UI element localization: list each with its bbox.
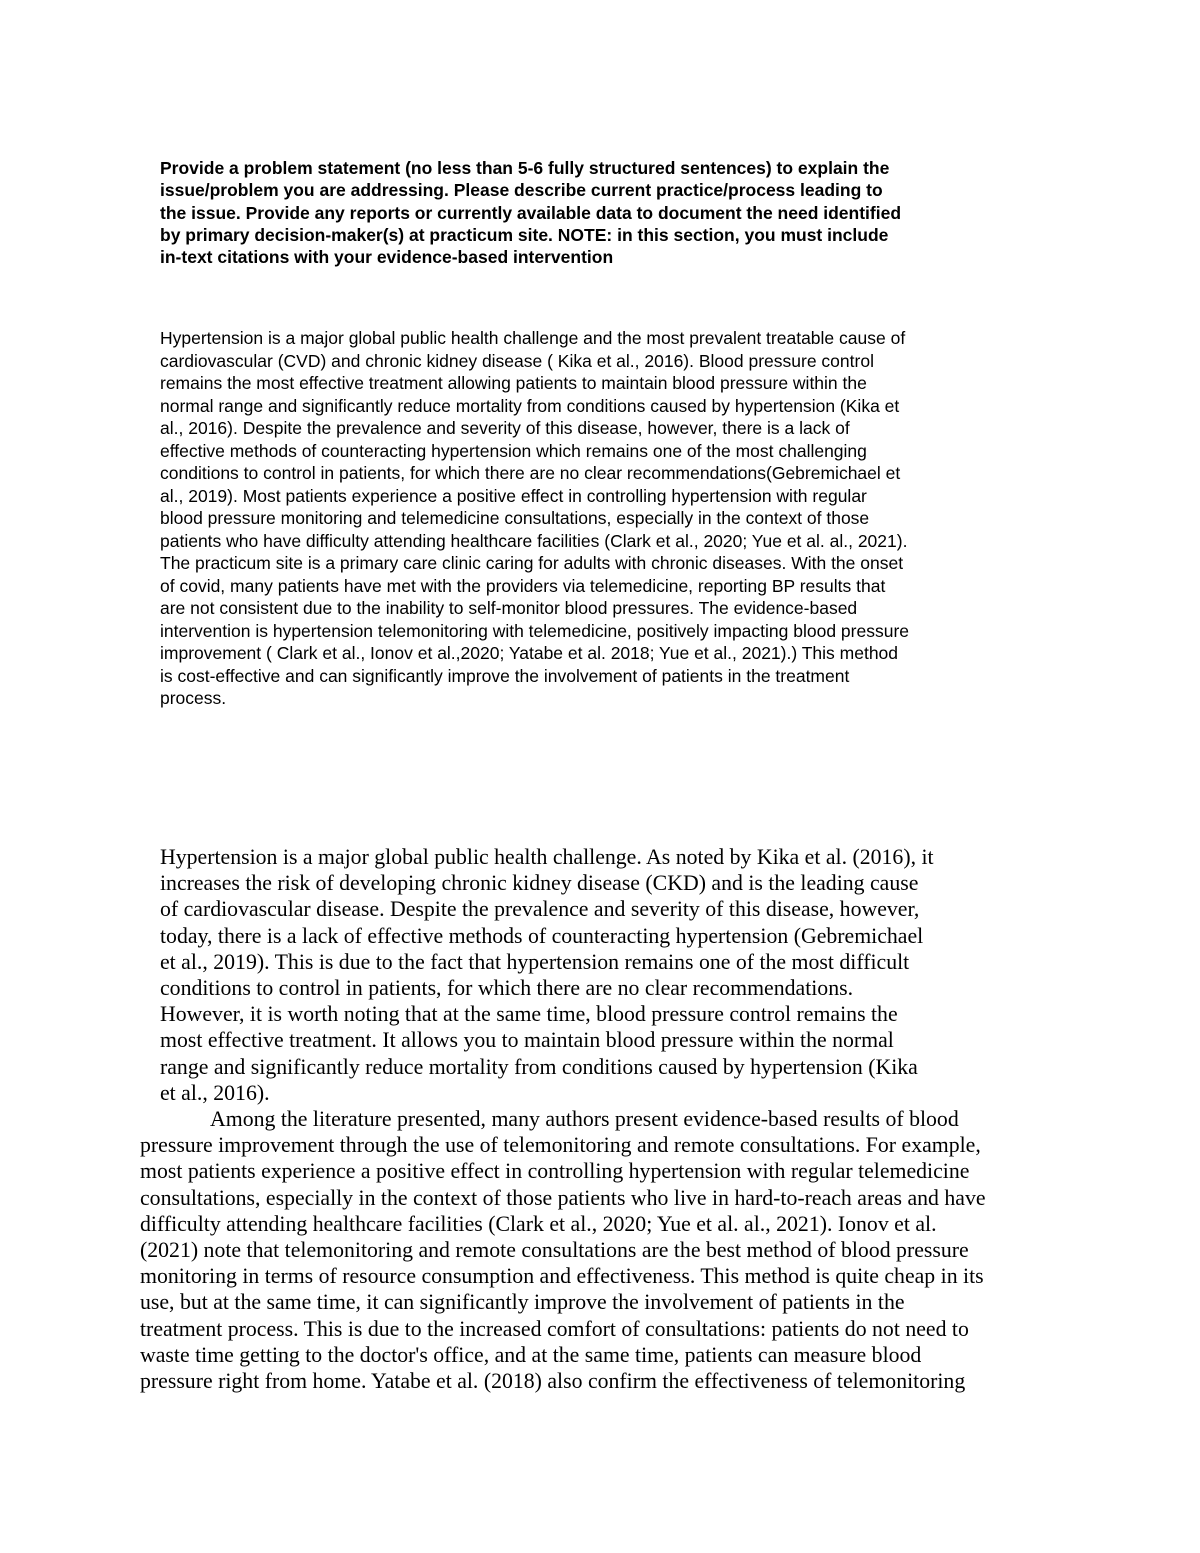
essay-line: most effective treatment. It allows you to maintain blood pressure within the normal <box>160 1028 894 1053</box>
essay-line: of cardiovascular disease. Despite the prevalence and severity of this disease, however, <box>160 897 920 922</box>
essay-line: pressure right from home. Yatabe et al. (2018) also confirm the effectiveness of telemonitoring <box>140 1369 966 1394</box>
text-line: blood pressure monitoring and telemedicine consultations, especially in the context of those <box>160 508 870 528</box>
text-line: of covid, many patients have met with the providers via telemedicine, reporting BP results that <box>160 575 886 596</box>
text-line: improvement ( Clark et al., Ionov et al.,2020; Yatabe et al. 2018; Yue et al., 2021).) This method <box>160 643 899 663</box>
essay-line: monitoring in terms of resource consumption and effectiveness. This method is quite cheap in its <box>140 1264 984 1289</box>
essay-line: Hypertension is a major global public health challenge. As noted by Kika et al. (2016), it <box>160 845 934 869</box>
text-line: patients who have difficulty attending healthcare facilities (Clark et al., 2020; Yue et al. al., 2021). <box>160 530 908 551</box>
prompt-line: the issue. Provide any reports or currently available data to document the need identified <box>160 202 902 223</box>
essay-line: (2021) note that telemonitoring and remote consultations are the best method of blood pressure <box>140 1238 969 1263</box>
prompt-line: by primary decision-maker(s) at practicum site. NOTE: in this section, you must include <box>160 224 889 245</box>
essay-line: today, there is a lack of effective methods of counteracting hypertension (Gebremichael <box>160 923 924 948</box>
essay-line: et al., 2019). This is due to the fact that hypertension remains one of the most difficult <box>160 949 910 974</box>
text-line: conditions to control in patients, for which there are no clear recommendations(Gebremichael et <box>160 463 901 483</box>
essay-body <box>140 844 1060 1394</box>
prompt-line: Provide a problem statement (no less than 5-6 fully structured sentences) to explain the <box>160 158 890 178</box>
text-line: cardiovascular (CVD) and chronic kidney disease ( Kika et al., 2016). Blood pressure control <box>160 350 874 371</box>
text-line: effective methods of counteracting hypertension which remains one of the most challenging <box>160 440 867 461</box>
text-line: al., 2016). Despite the prevalence and severity of this disease, however, there is a lack of <box>160 418 850 438</box>
prompt-heading <box>160 157 1020 268</box>
draft-paragraph <box>160 327 1020 710</box>
essay-line: consultations, especially in the context of those patients who live in hard-to-reach areas and have <box>140 1185 986 1210</box>
text-line: Hypertension is a major global public health challenge and the most prevalent treatable cause of <box>160 328 906 348</box>
essay-line: increases the risk of developing chronic kidney disease (CKD) and is the leading cause <box>160 871 919 896</box>
text-line: remains the most effective treatment allowing patients to maintain blood pressure within the <box>160 373 867 393</box>
essay-line: conditions to control in patients, for which there are no clear recommendations. <box>160 976 854 1001</box>
prompt-line: in-text citations with your evidence-based intervention <box>160 247 614 268</box>
essay-line: range and significantly reduce mortality from conditions caused by hypertension (Kika <box>160 1054 918 1079</box>
text-line: al., 2019). Most patients experience a positive effect in controlling hypertension with regular <box>160 485 867 506</box>
essay-line: However, it is worth noting that at the same time, blood pressure control remains the <box>160 1002 898 1027</box>
essay-line: pressure improvement through the use of telemonitoring and remote consultations. For example, <box>140 1133 981 1158</box>
essay-line: waste time getting to the doctor's office, and at the same time, patients can measure blood <box>140 1342 922 1367</box>
essay-line: treatment process. This is due to the increased comfort of consultations: patients do not need to <box>140 1316 969 1341</box>
text-line: normal range and significantly reduce mortality from conditions caused by hypertension (Kika et <box>160 395 900 416</box>
essay-line: Among the literature presented, many authors present evidence-based results of blood <box>210 1107 959 1132</box>
text-line: process. <box>160 688 227 708</box>
essay-line: use, but at the same time, it can significantly improve the involvement of patients in the <box>140 1290 905 1315</box>
essay-line: difficulty attending healthcare facilities (Clark et al., 2020; Yue et al. al., 2021). Ionov et al. <box>140 1211 937 1236</box>
text-line: are not consistent due to the inability to self-monitor blood pressures. The evidence-based <box>160 598 858 618</box>
text-line: intervention is hypertension telemonitoring with telemedicine, positively impacting blood pressure <box>160 620 910 641</box>
text-line: The practicum site is a primary care clinic caring for adults with chronic diseases. With the onset <box>160 553 904 573</box>
essay-line: most patients experience a positive effect in controlling hypertension with regular telemedicine <box>140 1159 970 1184</box>
prompt-line: issue/problem you are addressing. Please describe current practice/process leading to <box>160 180 883 201</box>
essay-line: et al., 2016). <box>160 1080 270 1105</box>
text-line: is cost-effective and can significantly improve the involvement of patients in the treatment <box>160 665 850 686</box>
